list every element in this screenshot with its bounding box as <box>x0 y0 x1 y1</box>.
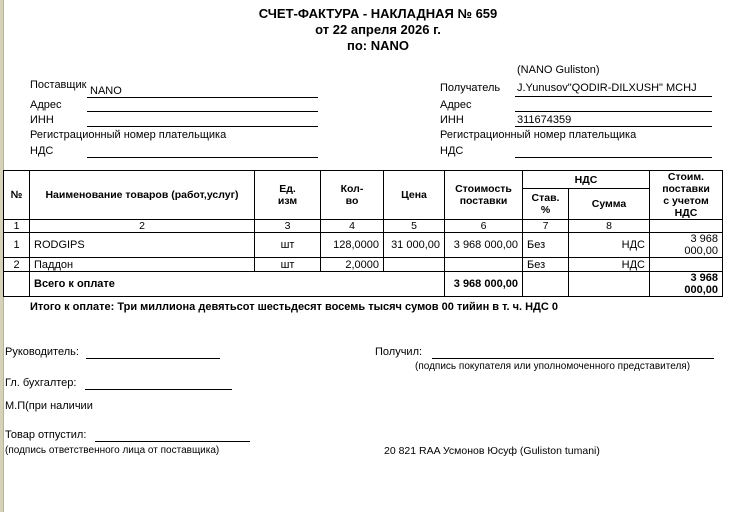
cell-price: 31 000,00 <box>384 233 445 258</box>
col-number: 4 <box>321 220 384 233</box>
released-note: (подпись ответственного лица от поставщика) <box>5 445 220 456</box>
cell-vat-rate: Без <box>523 233 569 258</box>
supplier-inn-label: ИНН <box>30 114 54 126</box>
col-number: 2 <box>30 220 255 233</box>
cell-num: 1 <box>4 233 30 258</box>
col-header-name: Наименование товаров (работ,услуг) <box>30 171 255 220</box>
total-row-label: Всего к оплате <box>30 272 445 297</box>
received-note: (подпись покупателя или уполномоченного представителя) <box>415 361 691 372</box>
receiver-inn-label: ИНН <box>440 114 464 126</box>
col-header-cost: Стоимость поставки <box>445 171 523 220</box>
cell-qty: 2,0000 <box>321 258 384 272</box>
col-number: 7 <box>523 220 569 233</box>
receiver-value: J.Yunusov"QODIR-DILXUSH" MCHJ <box>517 82 697 94</box>
stamp-label: М.П(при наличии <box>5 400 93 412</box>
cell-cost: 3 968 000,00 <box>445 233 523 258</box>
footer-reference: 20 821 RAA Усмонов Юсуф (Guliston tumani) <box>384 445 600 457</box>
cell-total <box>650 258 723 272</box>
cell-num: 2 <box>4 258 30 272</box>
total-row-cost: 3 968 000,00 <box>445 272 523 297</box>
accountant-line <box>85 389 232 390</box>
col-number: 3 <box>255 220 321 233</box>
table-row <box>4 233 723 258</box>
supplier-address-label: Адрес <box>30 99 62 111</box>
head-signature-label: Руководитель: <box>5 346 79 358</box>
total-row-vat-sum <box>569 272 650 297</box>
cell-name: RODGIPS <box>30 233 255 258</box>
col-number: 1 <box>4 220 30 233</box>
supplier-inn-line <box>87 126 318 127</box>
col-header-total: Стоим. поставки с учетом НДС <box>650 171 723 220</box>
table-row <box>4 258 723 272</box>
received-line <box>432 358 714 359</box>
cell-vat-sum: НДС <box>569 233 650 258</box>
supplier-label: Поставщик <box>30 79 87 91</box>
invoice-title: СЧЕТ-ФАКТУРА - НАКЛАДНАЯ № 659 <box>258 6 498 21</box>
total-row-vat-rate <box>523 272 569 297</box>
receiver-note: (NANO Guliston) <box>517 64 600 76</box>
cell-price <box>384 258 445 272</box>
receiver-vat-line <box>515 157 712 158</box>
col-header-qty: Кол- во <box>321 171 384 220</box>
receiver-vat-label: НДС <box>440 145 464 157</box>
cell-vat-rate: Без <box>523 258 569 272</box>
cell-cost <box>445 258 523 272</box>
col-header-unit: Ед. изм <box>255 171 321 220</box>
col-header-vat-sum: Сумма <box>569 189 650 220</box>
col-number <box>650 220 723 233</box>
head-signature-line <box>86 358 220 359</box>
receiver-label: Получатель <box>440 82 501 94</box>
released-label: Товар отпустил: <box>5 429 87 441</box>
receiver-inn-value: 311674359 <box>517 114 572 126</box>
invoice-date: от 22 апреля 2026 г. <box>315 22 441 37</box>
items-table <box>3 170 723 297</box>
cell-total: 3 968 000,00 <box>650 233 723 258</box>
total-row-total: 3 968 000,00 <box>650 272 723 297</box>
supplier-vat-line <box>87 157 318 158</box>
col-header-vat-group: НДС <box>523 171 650 189</box>
receiver-inn-line <box>515 126 712 127</box>
cell-unit: шт <box>255 233 321 258</box>
col-number: 8 <box>569 220 650 233</box>
accountant-label: Гл. бухгалтер: <box>5 377 77 389</box>
invoice-source: по: NANO <box>346 38 409 53</box>
col-header-price: Цена <box>384 171 445 220</box>
col-header-vat-rate: Став. % <box>523 189 569 220</box>
total-row-num-cell <box>4 272 30 297</box>
supplier-value: NANO <box>90 85 122 97</box>
col-number: 6 <box>445 220 523 233</box>
invoice-title-block <box>0 6 756 54</box>
cell-unit: шт <box>255 258 321 272</box>
total-row <box>4 272 723 297</box>
receiver-reg-label: Регистрационный номер плательщика <box>440 129 637 141</box>
released-line <box>95 441 250 442</box>
supplier-line <box>87 97 318 98</box>
amount-in-words: Итого к оплате: Три миллиона девятьсот шестьдесят восемь тысяч сумов 00 тийин в т. ч. НДС 0 <box>30 301 559 313</box>
column-numbers-row <box>4 220 723 233</box>
col-header-num: № <box>4 171 30 220</box>
receiver-address-line <box>515 111 712 112</box>
cell-vat-sum: НДС <box>569 258 650 272</box>
cell-name: Паддон <box>30 258 255 272</box>
receiver-address-label: Адрес <box>440 99 472 111</box>
received-label: Получил: <box>375 346 423 358</box>
cell-qty: 128,0000 <box>321 233 384 258</box>
supplier-address-line <box>87 111 318 112</box>
supplier-vat-label: НДС <box>30 145 54 157</box>
col-number: 5 <box>384 220 445 233</box>
supplier-reg-label: Регистрационный номер плательщика <box>30 129 227 141</box>
receiver-line <box>515 96 712 97</box>
